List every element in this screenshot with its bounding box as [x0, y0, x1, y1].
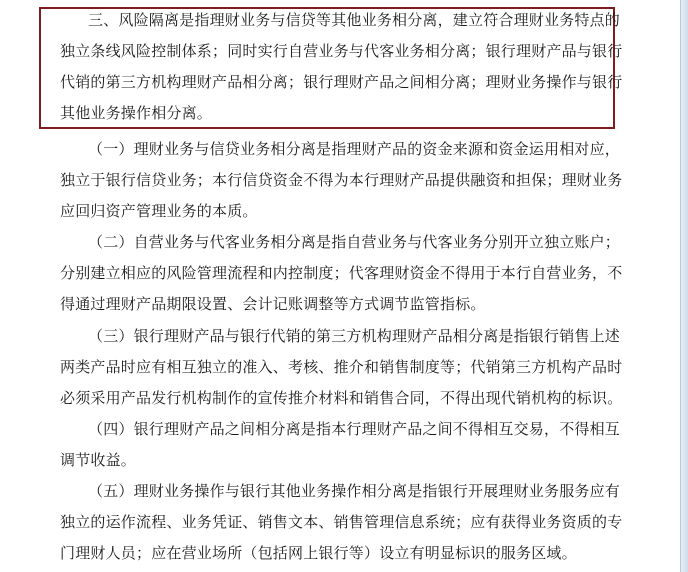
highlighted-line-4: 其他业务操作相分离。: [60, 104, 213, 122]
highlighted-line-1: 三、风险隔离是指理财业务与信贷等其他业务相分离，建立符合理财业务特点的: [88, 11, 621, 29]
paragraph-3-line-3: 必须采用产品发行机构制作的宣传推介材料和销售合同，不得出现代销机构的标识。: [60, 389, 623, 407]
paragraph-3-line-2: 两类产品时应有相互独立的准入、考核、推介和销售制度等；代销第三方机构产品时: [60, 358, 623, 376]
paragraph-2-line-2: 分别建立相应的风险管理流程和内控制度；代客理财资金不得用于本行自营业务，不: [60, 264, 623, 282]
paragraph-5-line-2: 独立的运作流程、业务凭证、销售文本、销售管理信息系统；应有获得业务资质的专: [60, 513, 623, 531]
paragraph-2-line-3: 得通过理财产品期限设置、会计记账调整等方式调节监管指标。: [60, 295, 486, 313]
paragraph-3-line-1: （三）银行理财产品与银行代销的第三方机构理财产品相分离是指银行销售上述: [88, 327, 621, 345]
paragraph-4-line-2: 调节收益。: [60, 451, 137, 469]
window-right-edge: [680, 0, 688, 572]
paragraph-4-line-1: （四）银行理财产品之间相分离是指本行理财产品之间不得相互交易，不得相互: [88, 420, 621, 438]
highlighted-line-2: 独立条线风险控制体系；同时实行自营业务与代客业务相分离；银行理财产品与银行: [60, 42, 623, 60]
paragraph-1-line-1: （一）理财业务与信贷业务相分离是指理财产品的资金来源和资金运用相对应，: [88, 140, 621, 158]
paragraph-1-line-3: 应回归资产管理业务的本质。: [60, 202, 258, 220]
paragraph-5-line-1: （五）理财业务操作与银行其他业务操作相分离是指银行开展理财业务服务应有: [88, 482, 621, 500]
paragraph-2-line-1: （二）自营业务与代客业务相分离是指自营业务与代客业务分别开立独立账户；: [88, 233, 621, 251]
paragraph-1-line-2: 独立于银行信贷业务；本行信贷资金不得为本行理财产品提供融资和担保；理财业务: [60, 171, 623, 189]
paragraph-5-line-3: 门理财人员；应在营业场所（包括网上银行等）设立有明显标识的服务区域。: [60, 544, 577, 562]
highlighted-line-3: 代销的第三方机构理财产品相分离；银行理财产品之间相分离；理财业务操作与银行: [60, 73, 623, 91]
